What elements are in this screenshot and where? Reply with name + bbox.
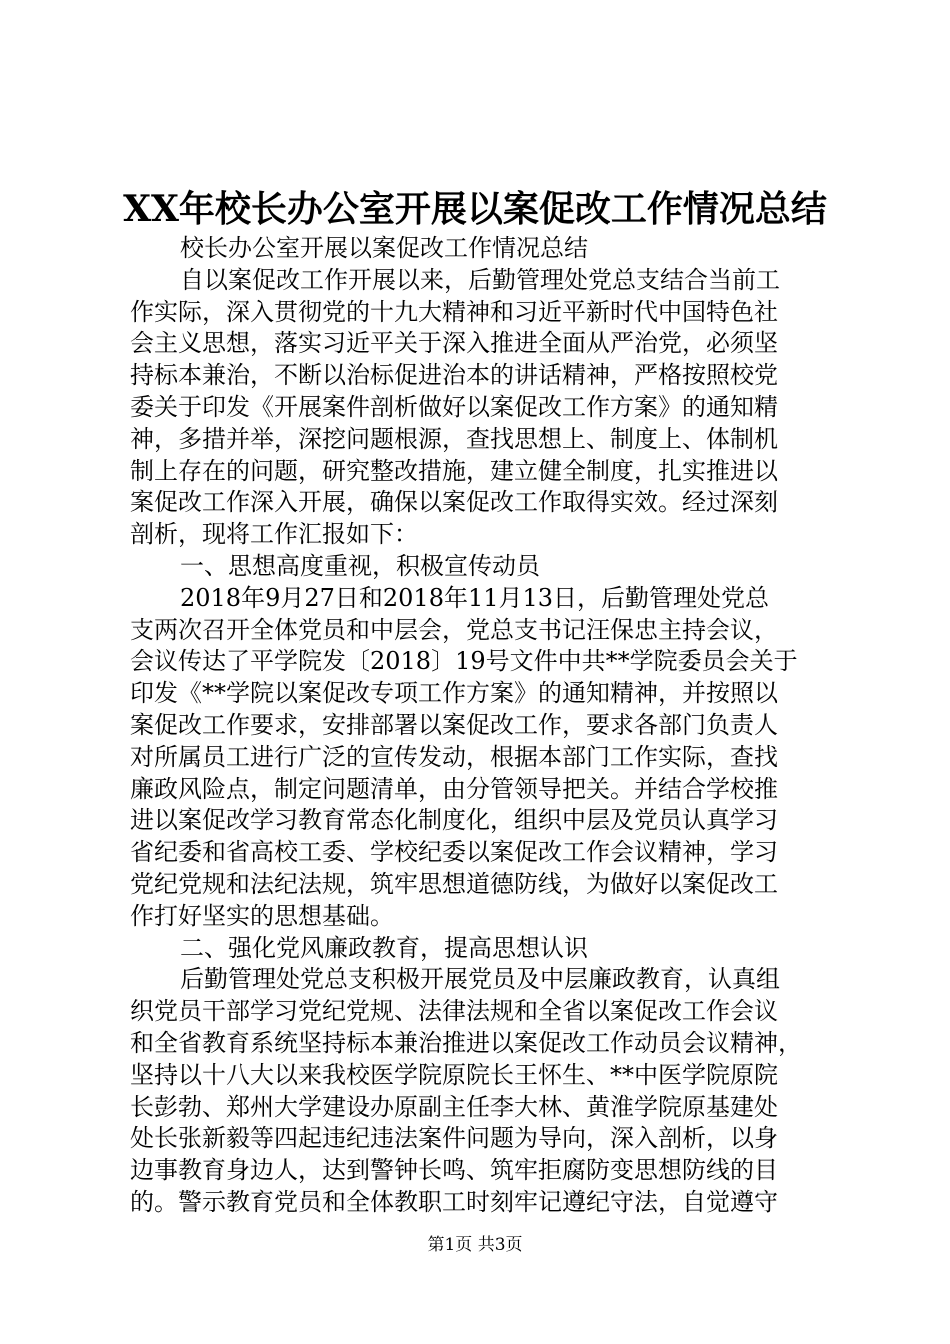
body-line: 支两次召开全体党员和中层会，党总支书记汪保忠主持会议，: [130, 615, 778, 644]
body-line: 自以案促改工作开展以来，后勤管理处党总支结合当前工: [180, 265, 780, 294]
document-title: XX年校长办公室开展以案促改工作情况总结: [123, 188, 827, 230]
body-line: 印发《**学院以案促改专项工作方案》的通知精神，并按照以: [130, 679, 778, 708]
body-line: 案促改工作深入开展，确保以案促改工作取得实效。经过深刻: [130, 488, 778, 517]
body-line: 会主义思想，落实习近平关于深入推进全面从严治党，必须坚: [130, 329, 778, 358]
body-line: 后勤管理处党总支积极开展党员及中层廉政教育，认真组: [180, 965, 780, 994]
body-line: 廉政风险点，制定问题清单，由分管领导把关。并结合学校推: [130, 774, 778, 803]
body-line: 处长张新毅等四起违纪违法案件问题为导向，深入剖析，以身: [130, 1124, 778, 1153]
body-line: 作实际，深入贯彻党的十九大精神和习近平新时代中国特色社: [130, 297, 778, 326]
body-line: 持标本兼治，不断以治标促进治本的讲话精神，严格按照校党: [130, 361, 778, 390]
body-line: 省纪委和省高校工委、学校纪委以案促改工作会议精神，学习: [130, 838, 778, 867]
body-line: 会议传达了平学院发〔2018〕19号文件中共**学院委员会关于: [130, 647, 798, 676]
body-line: 对所属员工进行广泛的宣传发动，根据本部门工作实际，查找: [130, 742, 778, 771]
body-line: 党纪党规和法纪法规，筑牢思想道德防线，为做好以案促改工: [130, 869, 778, 898]
body-line: 作打好坚实的思想基础。: [130, 901, 394, 930]
body-line: 案促改工作要求，安排部署以案促改工作，要求各部门负责人: [130, 710, 778, 739]
body-line: 长彭勃、郑州大学建设办原副主任李大林、黄淮学院原基建处: [130, 1092, 778, 1121]
body-line: 坚持以十八大以来我校医学院原院长王怀生、**中医学院原院: [130, 1060, 778, 1089]
body-line: 剖析，现将工作汇报如下：: [130, 520, 418, 549]
body-line: 和全省教育系统坚持标本兼治推进以案促改工作动员会议精神，: [130, 1028, 802, 1057]
body-line: 边事教育身边人，达到警钟长鸣、筑牢拒腐防变思想防线的目: [130, 1156, 778, 1185]
body-line: 织党员干部学习党纪党规、法律法规和全省以案促改工作会议: [130, 997, 778, 1026]
body-line: 委关于印发《开展案件剖析做好以案促改工作方案》的通知精: [130, 392, 778, 421]
page-footer: 第1页 共3页: [427, 1235, 523, 1255]
body-line: 一、思想高度重视，积极宣传动员: [180, 551, 540, 580]
body-line: 二、强化党风廉政教育，提高思想认识: [180, 933, 588, 962]
body-line: 进以案促改学习教育常态化制度化，组织中层及党员认真学习: [130, 806, 778, 835]
body-line: 制上存在的问题，研究整改措施，建立健全制度，扎实推进以: [130, 456, 778, 485]
body-line: 校长办公室开展以案促改工作情况总结: [180, 234, 588, 262]
document-body: [130, 233, 842, 1219]
body-line: 的。警示教育党员和全体教职工时刻牢记遵纪守法，自觉遵守: [130, 1187, 778, 1216]
body-line: 神，多措并举，深挖问题根源，查找思想上、制度上、体制机: [130, 424, 778, 453]
body-line: 2018年9月27日和2018年11月13日，后勤管理处党总: [180, 583, 770, 612]
